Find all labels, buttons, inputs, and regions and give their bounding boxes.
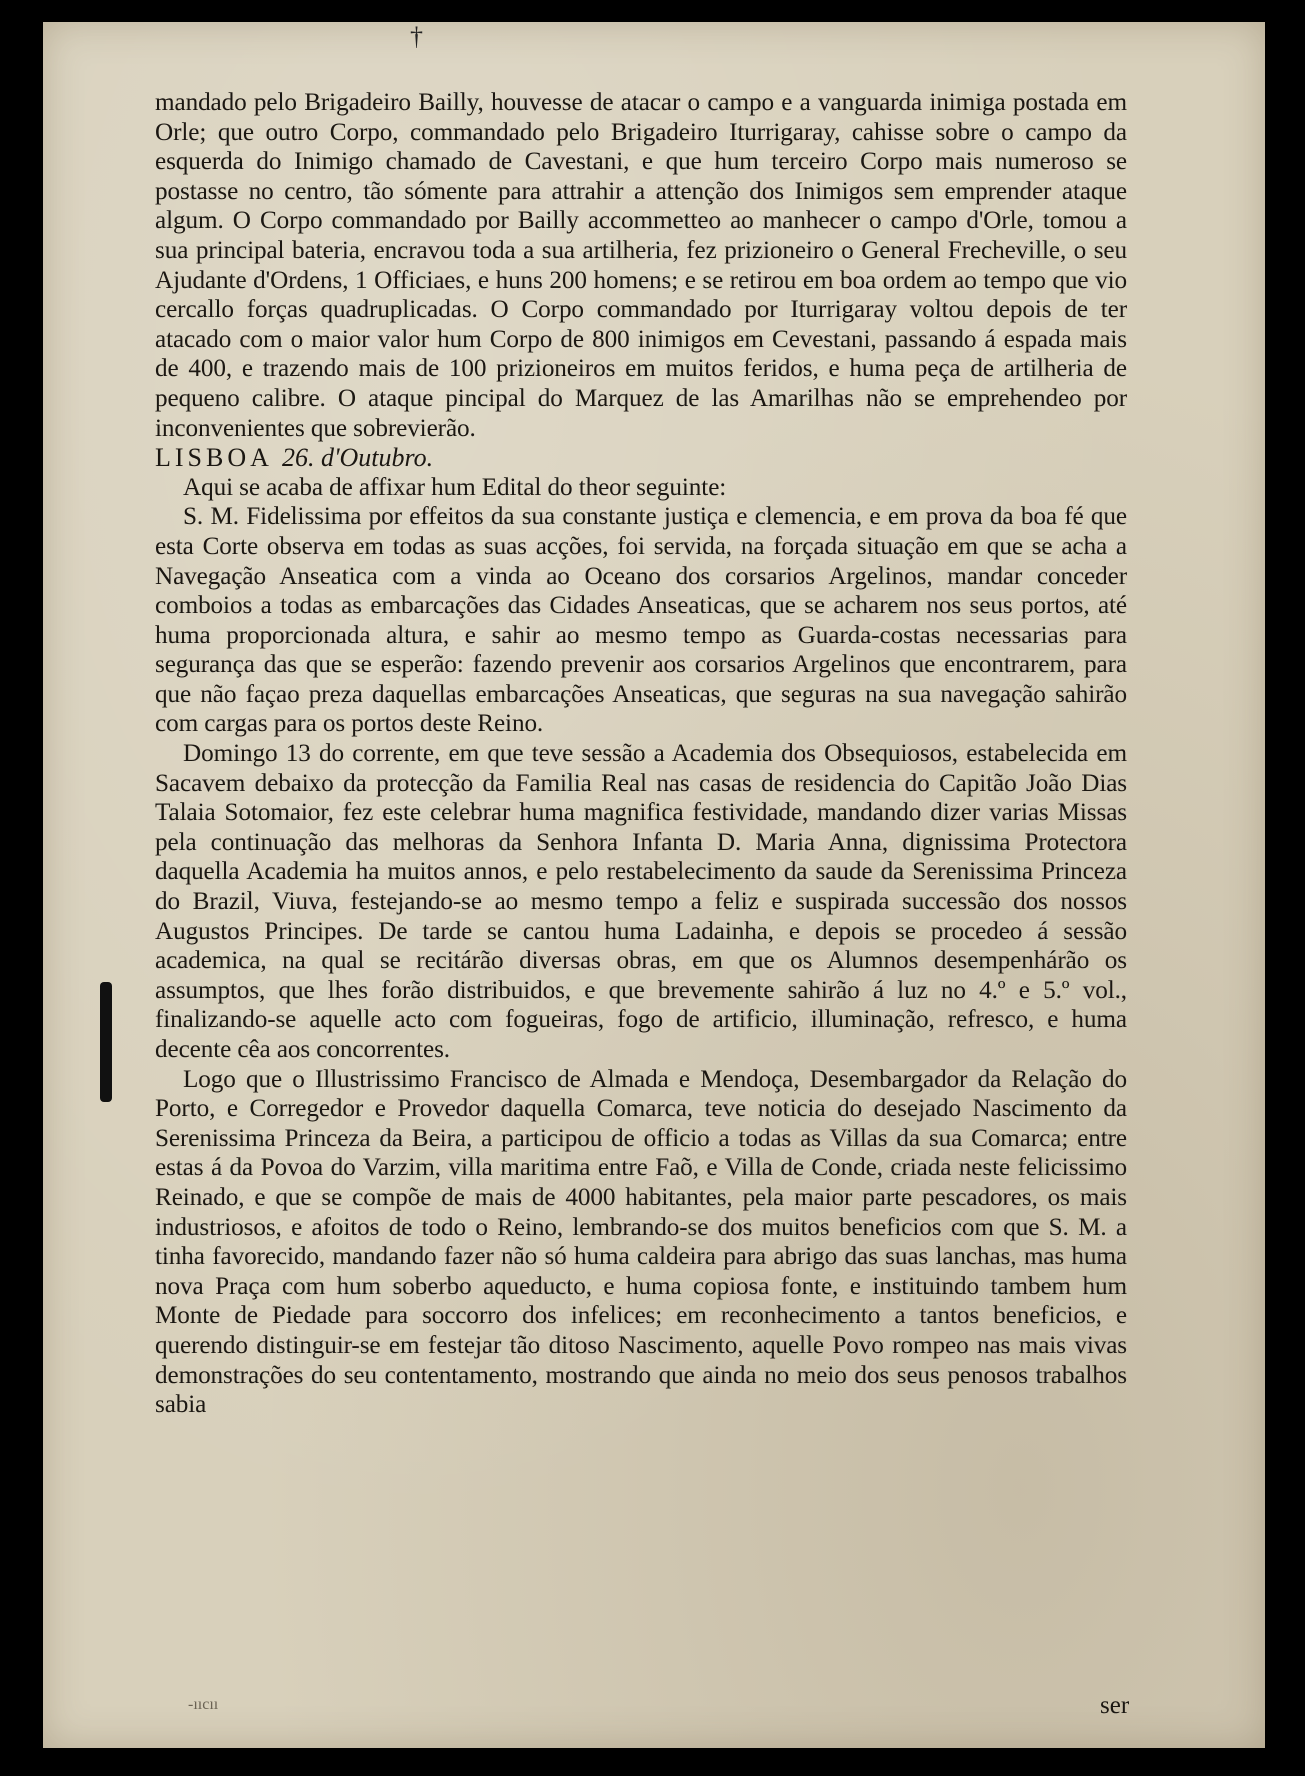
- signature-mark: -ııcıı: [188, 1696, 219, 1713]
- catchword: ser: [1100, 1692, 1130, 1719]
- dateline-city: LISBOA: [155, 443, 272, 473]
- paragraph-military-report: mandado pelo Brigadeiro Bailly, houvesse de atacar o campo e a vanguarda inimiga postada em Orle; que outro Corpo, commandado pelo Brigadeiro Iturrigaray, cahisse sobre o campo da esquerda do Inimigo chamado de Cavestani, e que hum terceiro Corpo mais numeroso se postasse no centro, tão sómente para attrahir a attenção dos Inimigos sem emprender ataque algum. O Corpo commandado por Bailly accommetteo ao manhecer o campo d'Orle, tomou a sua principal bateria, encravou toda a sua artilheria, fez prizioneiro o General Frecheville, o seu Ajudante d'Ordens, 1 Officiaes, e huns 200 homens; e se retirou em boa ordem ao tempo que vio cercallo forças quadruplicadas. O Corpo commandado por Iturrigaray voltou depois de ter atacado com o maior valor hum Corpo de 800 inimigos em Cevestani, passando á espada mais de 400, e trazendo mais de 100 prizioneiros em muitos feridos, e huma peça de artilheria de pequeno calibre. O ataque pincipal do Marquez de las Amarilhas não se emprehendeo por inconvenientes que sobrevierão.: [155, 89, 1127, 442]
- article-body: [155, 88, 1127, 1420]
- paragraph-edital-intro: Aqui se acaba de affixar hum Edital do theor seguinte:: [183, 473, 727, 501]
- dateline: [155, 443, 1127, 473]
- dateline-date: 26. d'Outubro.: [281, 443, 434, 473]
- binding-stain: [100, 982, 112, 1102]
- page-header-mark: †: [410, 22, 423, 51]
- paragraph-edital-text: S. M. Fidelissima por effeitos da sua constante justiça e clemencia, e em prova da boa fé que esta Corte observa em todas as suas acções, foi servida, na forçada situação em que se acha a Navegação Anseatica com a vinda ao Oceano dos corsarios Argelinos, mandar conceder comboios a todas as embarcações das Cidades Anseaticas, que se acharem nos seus portos, até huma proporcionada altura, e sahir ao mesmo tempo as Guarda-costas necessarias para segurança das que se esperão: fazendo prevenir aos corsarios Argelinos que encontrarem, para que não façao preza daquellas embarcações Anseaticas, que seguras na sua navegação sahirão com cargas para os portos deste Reino.: [155, 503, 1127, 738]
- paragraph-povoa-varzim: Logo que o Illustrissimo Francisco de Almada e Mendoça, Desembargador da Relação do Porto, e Corregedor e Provedor daquella Comarca, teve noticia do desejado Nascimento da Serenissima Princeza da Beira, a participou de officio a todas as Villas da sua Comarca; entre estas á da Povoa do Varzim, villa maritima entre Faõ, e Villa de Conde, criada neste felicissimo Reinado, e que se compõe de mais de 4000 habitantes, pela maior parte pescadores, os mais industriosos, e afoitos de todo o Reino, lembrando-se dos muitos beneficios com que S. M. a tinha favorecido, mandando fazer não só huma caldeira para abrigo das suas lanchas, mas huma nova Praça com hum soberbo aqueducto, e huma copiosa fonte, e instituindo tambem hum Monte de Piedade para soccorro dos infelices; em reconhecimento a tantos beneficios, e querendo distinguir-se em festejar tão ditoso Nascimento, aquelle Povo rompeo nas mais vivas demonstrações do seu contentamento, mostrando que ainda no meio dos seus penosos trabalhos sabia: [155, 1065, 1127, 1419]
- paragraph-academia: Domingo 13 do corrente, em que teve sessão a Academia dos Obsequiosos, estabelecida em Sacavem debaixo da protecção da Familia Real nas casas de residencia do Capitão João Dias Talaia Sotomaior, fez este celebrar huma magnifica festividade, mandando dizer varias Missas pela continuação das melhoras da Senhora Infanta D. Maria Anna, dignissima Protectora daquella Academia ha muitos annos, e pelo restabelecimento da saude da Serenissima Princeza do Brazil, Viuva, festejando-se ao mesmo tempo a feliz e suspirada successão dos nossos Augustos Principes. De tarde se cantou huma Ladainha, e depois se procedeo á sessão academica, na qual se recitárão diversas obras, em que os Alumnos desempenhárão os assumptos, que lhes forão distribuidos, e que brevemente sahirão á luz no 4.º e 5.º vol., finalizando-se aquelle acto com fogueiras, fogo de artificio, illuminação, refresco, e huma decente cêa aos concorrentes.: [155, 740, 1127, 1063]
